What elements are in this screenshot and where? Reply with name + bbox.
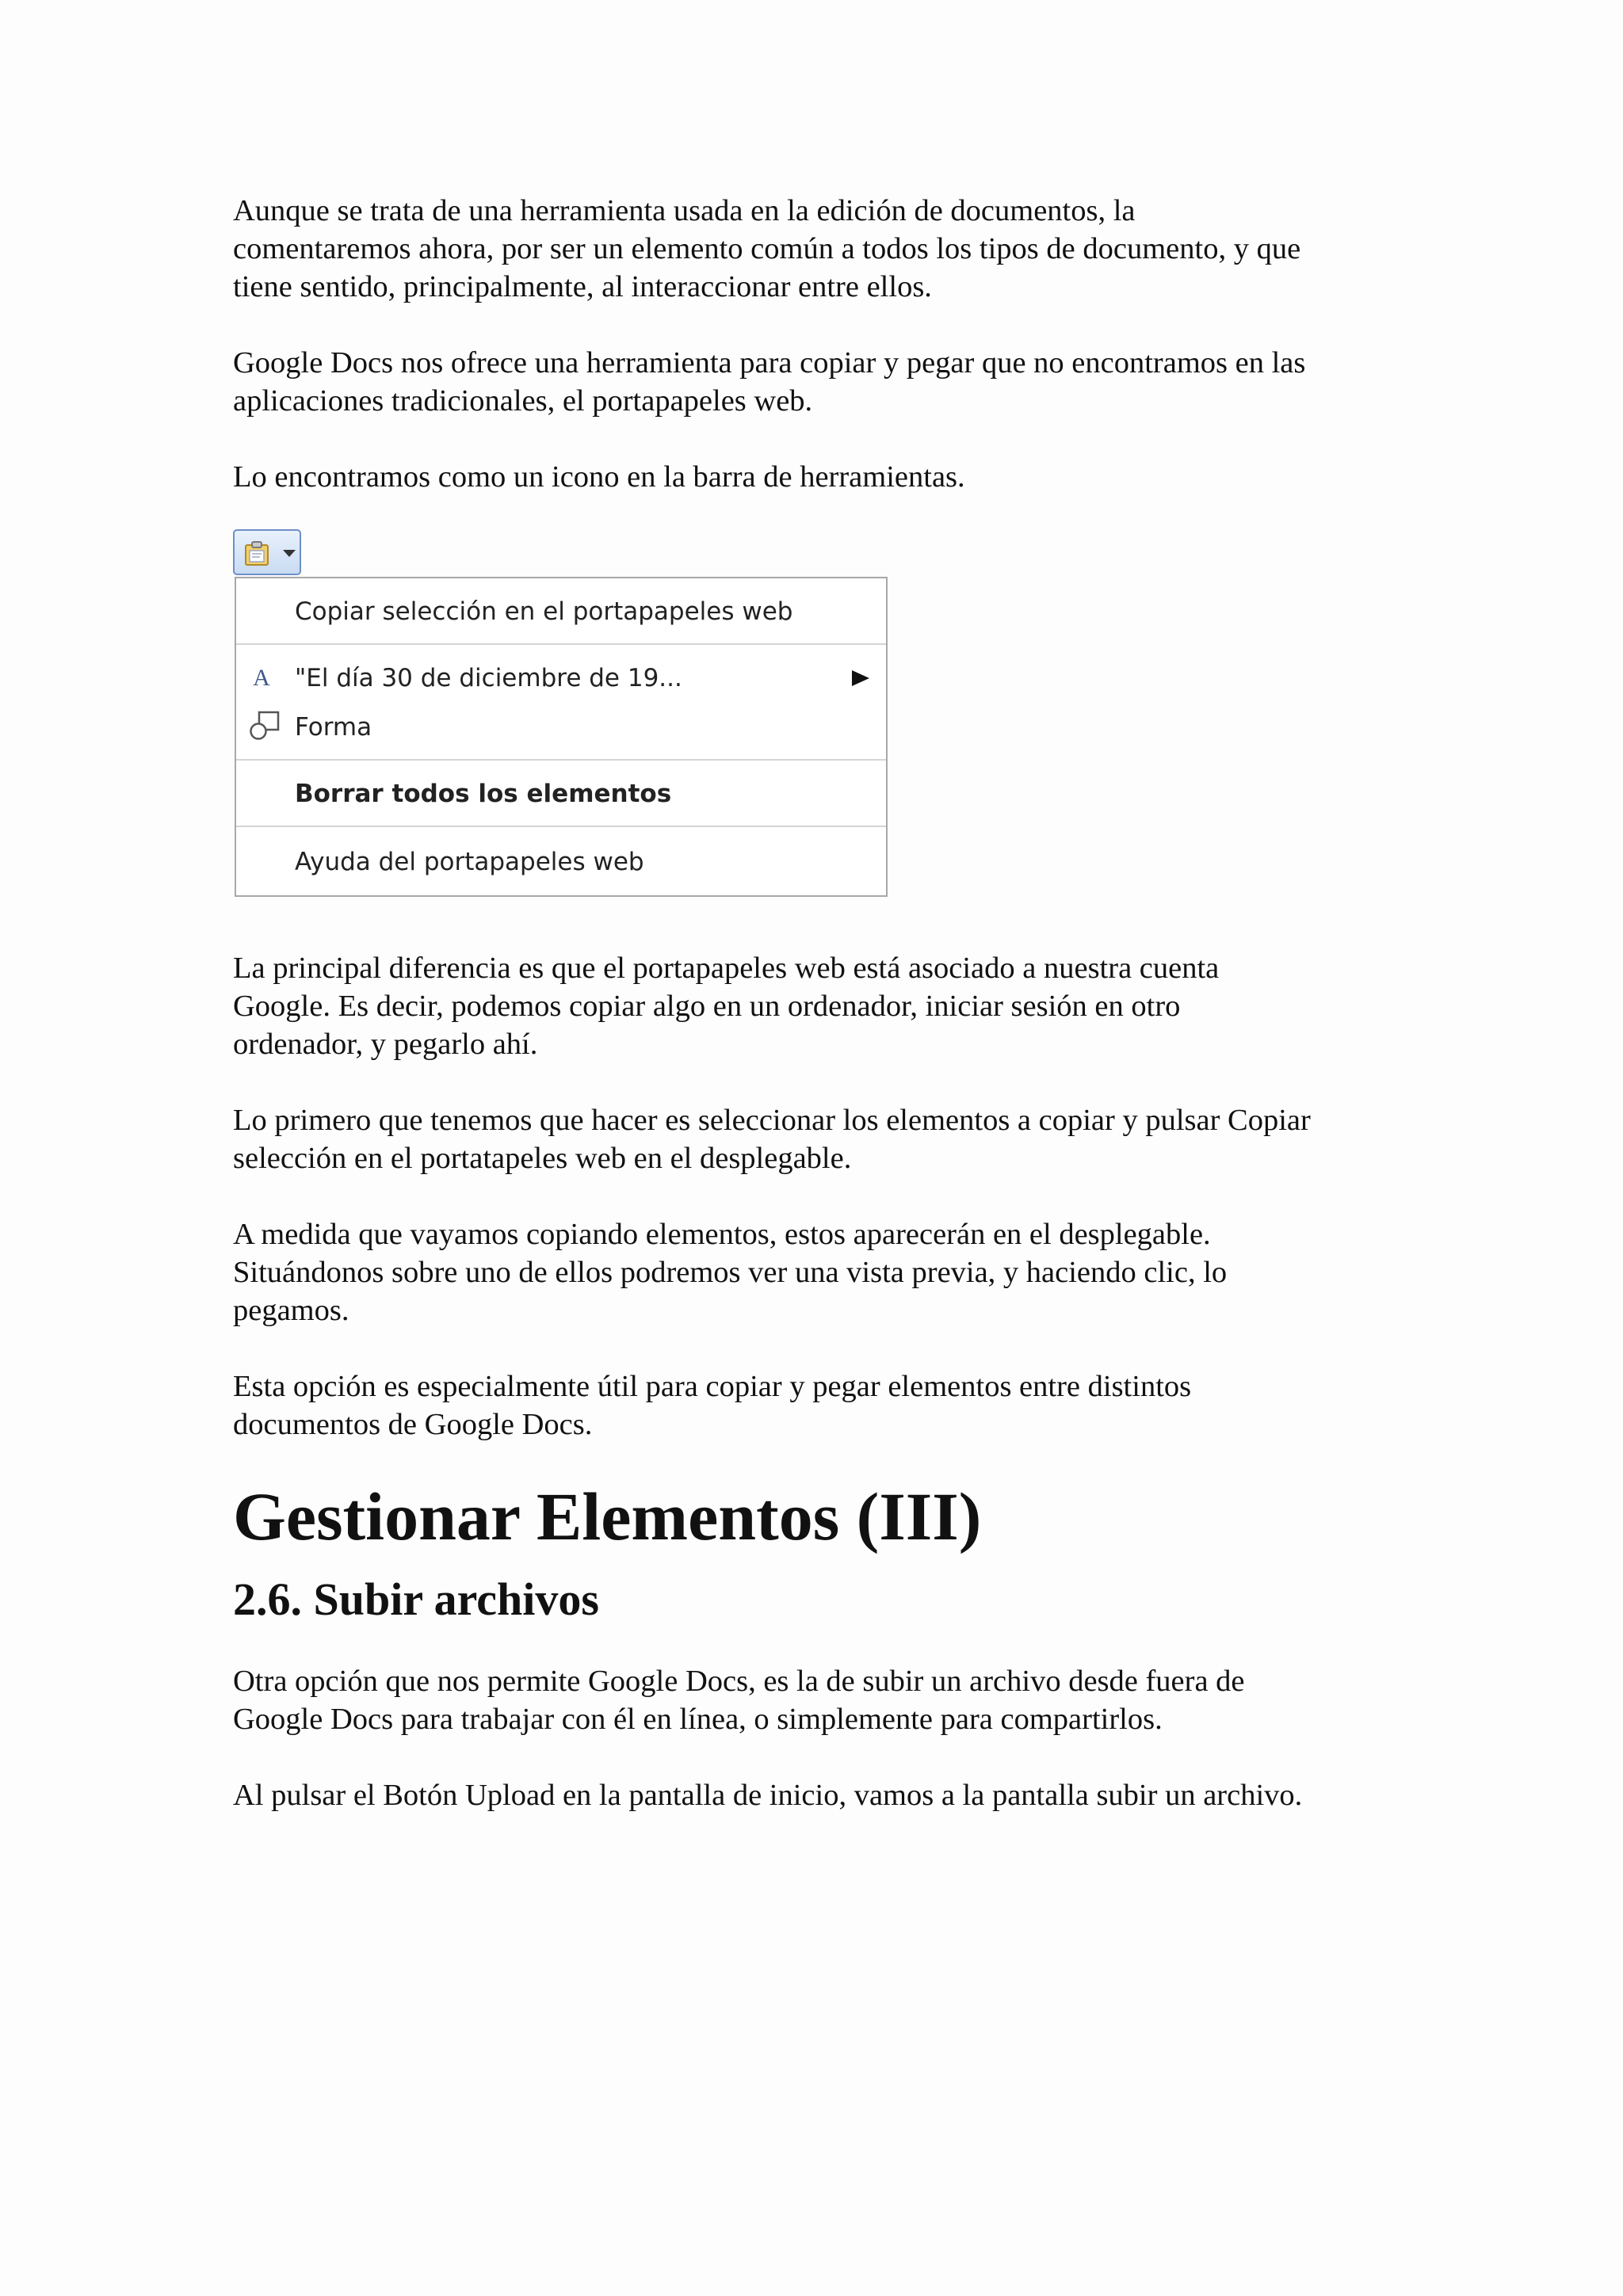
menu-separator (236, 643, 886, 645)
text-line: Lo primero que tenemos que hacer es seleccionar los elementos a copiar y pulsar Copiar (233, 1104, 1311, 1137)
chevron-down-icon (283, 550, 296, 557)
text-line: ordenador, y pegarlo ahí. (233, 1028, 538, 1061)
heading-section: 2.6. Subir archivos (233, 1573, 599, 1625)
menu-separator (236, 826, 886, 827)
menu-item-help[interactable]: Ayuda del portapapeles web (295, 848, 644, 876)
text-line: Situándonos sobre uno de ellos podremos ver una vista previa, y haciendo clic, lo (233, 1256, 1228, 1289)
text-line: pegamos. (233, 1294, 349, 1327)
web-clipboard-button[interactable] (233, 529, 301, 575)
paragraph-upload-intro (233, 1662, 1422, 1738)
text-line: Otra opción que nos permite Google Docs, es la de subir un archivo desde fuera de (233, 1665, 1245, 1698)
menu-separator (236, 759, 886, 761)
text-line: Lo encontramos como un icono en la barra de herramientas. (233, 460, 965, 494)
menu-item-text-clip[interactable]: "El día 30 de diciembre de 19... (295, 664, 682, 692)
paragraph-useful (233, 1367, 1422, 1444)
text-a-icon (249, 666, 274, 689)
text-line: selección en el portatapeles web en el desplegable. (233, 1142, 852, 1175)
paragraph-first (233, 1101, 1422, 1177)
paragraph-upload-button (233, 1776, 1422, 1814)
text-line: tiene sentido, principalmente, al interaccionar entre ellos. (233, 270, 932, 303)
web-clipboard-menu (235, 577, 888, 897)
text-line: comentaremos ahora, por ser un elemento común a todos los tipos de documento, y que (233, 232, 1301, 265)
text-line: A medida que vayamos copiando elementos, estos aparecerán en el desplegable. (233, 1218, 1211, 1251)
text-line: Google Docs para trabajar con él en línea, o simplemente para compartirlos. (233, 1703, 1163, 1736)
paragraph-found (233, 458, 1422, 496)
shape-icon (249, 710, 281, 742)
text-line: Aunque se trata de una herramienta usada en la edición de documentos, la (233, 194, 1136, 227)
menu-item-copy-selection[interactable]: Copiar selección en el portapapeles web (295, 597, 793, 626)
menu-item-clear-all[interactable]: Borrar todos los elementos (295, 780, 672, 808)
text-line: Google Docs nos ofrece una herramienta para copiar y pegar que no encontramos en las (233, 346, 1306, 379)
text-line: documentos de Google Docs. (233, 1408, 593, 1441)
paragraph-offer (233, 344, 1422, 420)
clipboard-icon (243, 541, 272, 566)
paragraph-intro (233, 192, 1422, 306)
heading-main: Gestionar Elementos (III) (233, 1478, 982, 1554)
document-body (233, 192, 1422, 1852)
triangle-right-icon (852, 670, 869, 686)
menu-item-shape[interactable]: Forma (295, 713, 372, 742)
text-line: La principal diferencia es que el portapapeles web está asociado a nuestra cuenta (233, 952, 1220, 985)
paragraph-as-we-copy (233, 1215, 1422, 1329)
text-line: Google. Es decir, podemos copiar algo en un ordenador, iniciar sesión en otro (233, 990, 1181, 1023)
paragraph-difference (233, 949, 1422, 1063)
text-line: Esta opción es especialmente útil para copiar y pegar elementos entre distintos (233, 1370, 1192, 1403)
web-clipboard-figure (233, 529, 891, 902)
text-line: aplicaciones tradicionales, el portapapeles web. (233, 384, 813, 418)
svg-text:A: A (253, 666, 270, 689)
text-line: Al pulsar el Botón Upload en la pantalla de inicio, vamos a la pantalla subir un archivo. (233, 1779, 1303, 1812)
